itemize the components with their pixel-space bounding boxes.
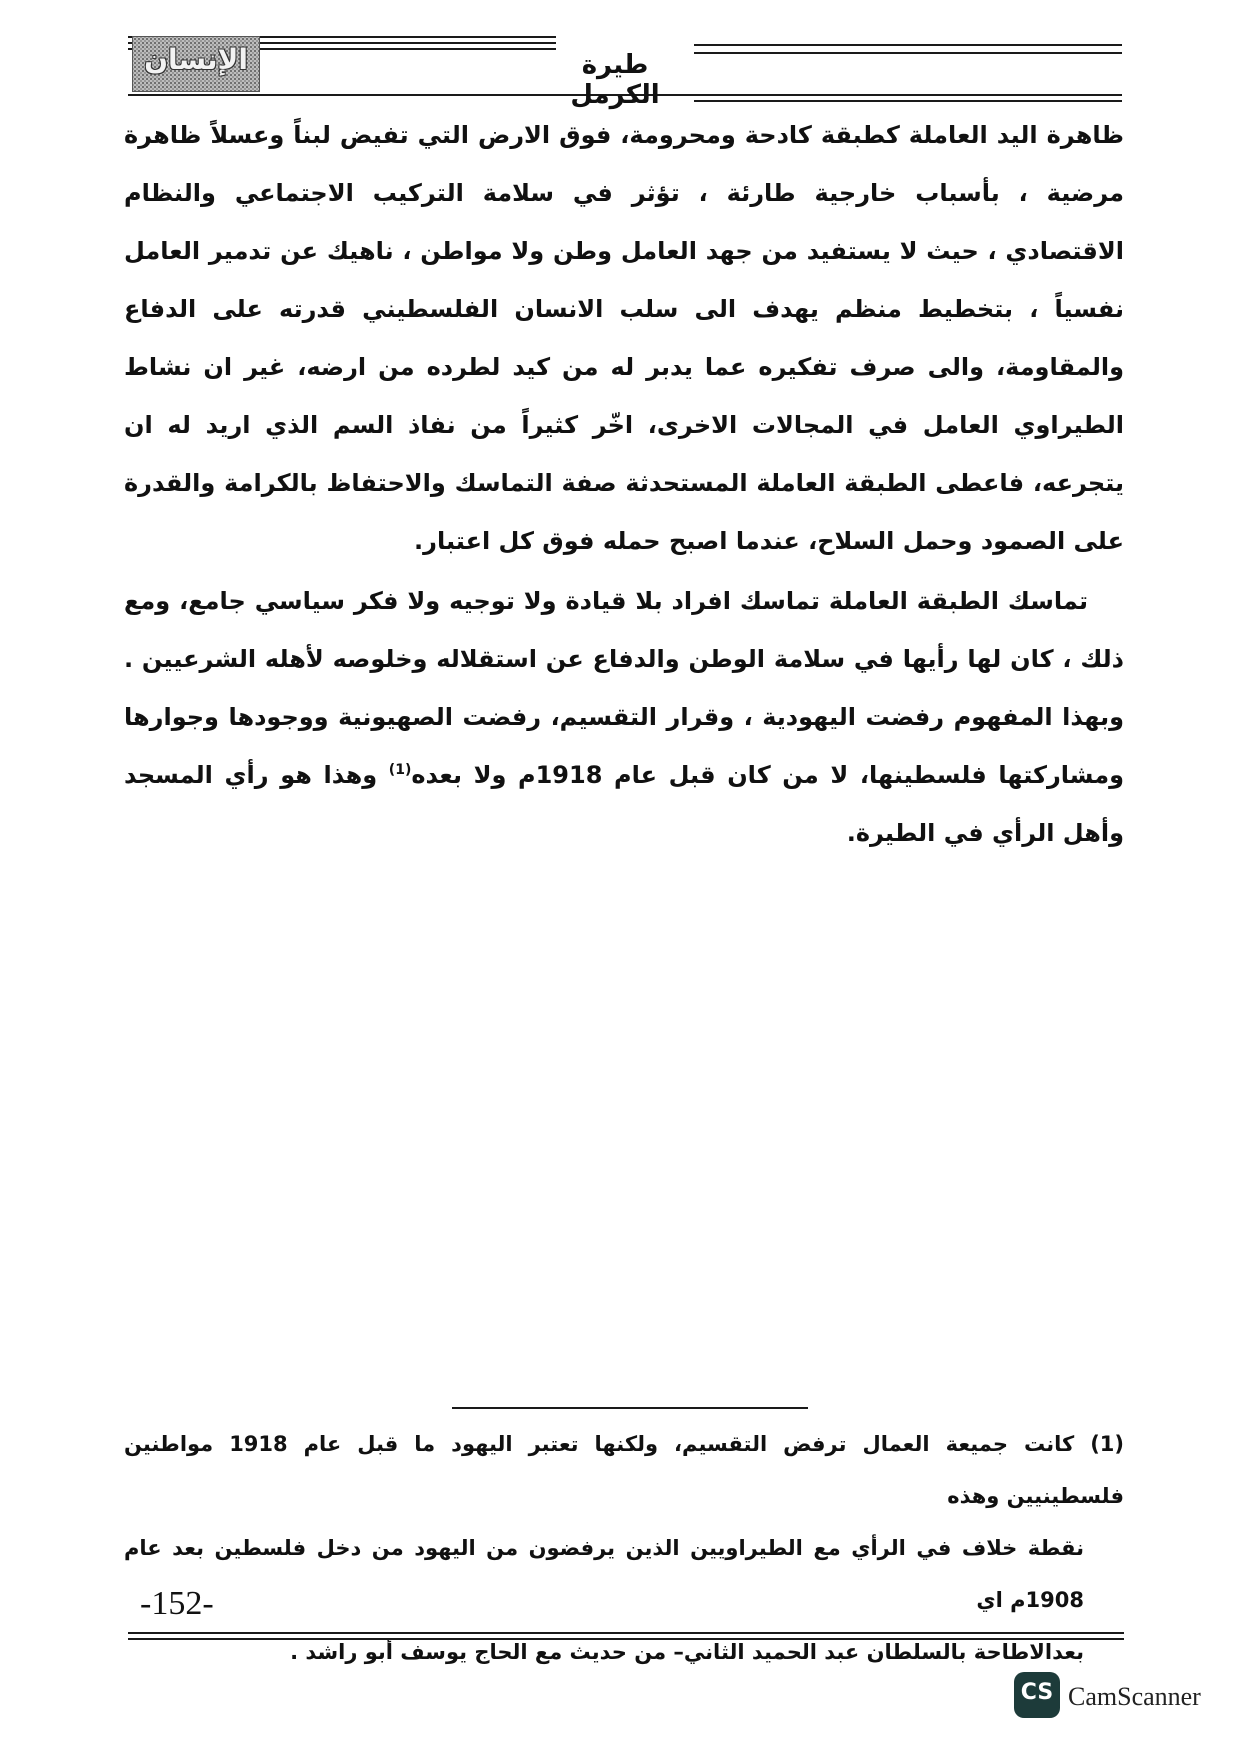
paragraph-2-text: تماسك الطبقة العاملة تماسك افراد بلا قيادة ولا توجيه ولا فكر سياسي جامع، ومع ذلك ، كان لها رأيها في سلامة الوطن والدفاع عن استقلاله وخلوصه لأهله الشرعيين . وبهذا المفهوم رفضت اليهودية ، وقرار التقسيم، رفضت الصهيونية ووجودها وجوارها ومشاركتها فلسطينها، لا من كان قبل عام 1918م ولا بعده [124,587,1124,789]
footnote-number: (1) [1090,1432,1125,1456]
header-section-badge [132,36,260,92]
camscanner-logo-text: CS [1020,1680,1054,1705]
camscanner-logo-icon [1014,1672,1060,1718]
camscanner-watermark [1014,1672,1214,1724]
running-header-title: طيرة الكرمل [570,50,660,110]
footnote-separator [452,1407,808,1409]
footnote-line-1: كانت جميعة العمال ترفض التقسيم، ولكنها تعتبر اليهود ما قبل عام 1918 مواطنين فلسطينيين وهذه [124,1432,1124,1508]
footer-rule-1 [128,1632,1124,1634]
page-number: -152- [140,1585,214,1622]
footnote-line-2: نقطة خلاف في الرأي مع الطيراويين الذين يرفضون من اليهود من دخل فلسطين بعد عام 1908م اي [124,1536,1084,1612]
footnote-reference: (1) [388,762,412,778]
paragraph-2-text-end: وهذا هو رأي المسجد وأهل الرأي في الطيرة. [124,761,1124,847]
paragraph-2 [124,572,1124,862]
header-rule-right-mid [694,52,1122,54]
paragraph-1: ظاهرة اليد العاملة كطبقة كادحة ومحرومة، فوق الارض التي تفيض لبناً وعسلاً ظاهرة مرضية ، بأسباب خارجية طارئة ، تؤثر في سلامة التركيب الاجتماعي والنظام الاقتصادي ، حيث لا يستفيد من جهد العامل وطن ولا مواطن ، ناهيك عن تدمير العامل نفسياً ، بتخطيط منظم يهدف الى سلب الانسان الفلسطيني قدرته على الدفاع والمقاومة، والى صرف تفكيره عما يدبر له من كيد لطرده من ارضه، غير ان نشاط الطيراوي العامل في المجالات الاخرى، اخّر كثيراً من نفاذ السم الذي اريد له ان يتجرعه، فاعطى الطبقة العاملة المستحدثة صفة التماسك والاحتفاظ بالكرامة والقدرة على الصمود وحمل السلاح، عندما اصبح حمله فوق كل اعتبار. [124,121,1124,555]
header-rule-right-top [694,44,1122,46]
footer-rule-2 [128,1638,1124,1640]
camscanner-name: CamScanner [1068,1682,1201,1711]
footnote-line-3: بعدالاطاحة بالسلطان عبد الحميد الثاني– من حديث مع الحاج يوسف أبو راشد . [290,1640,1084,1664]
body-text [124,106,1124,862]
header-rule-right-bot-2 [694,100,1122,102]
header-badge-text: الإنسان [144,43,248,76]
